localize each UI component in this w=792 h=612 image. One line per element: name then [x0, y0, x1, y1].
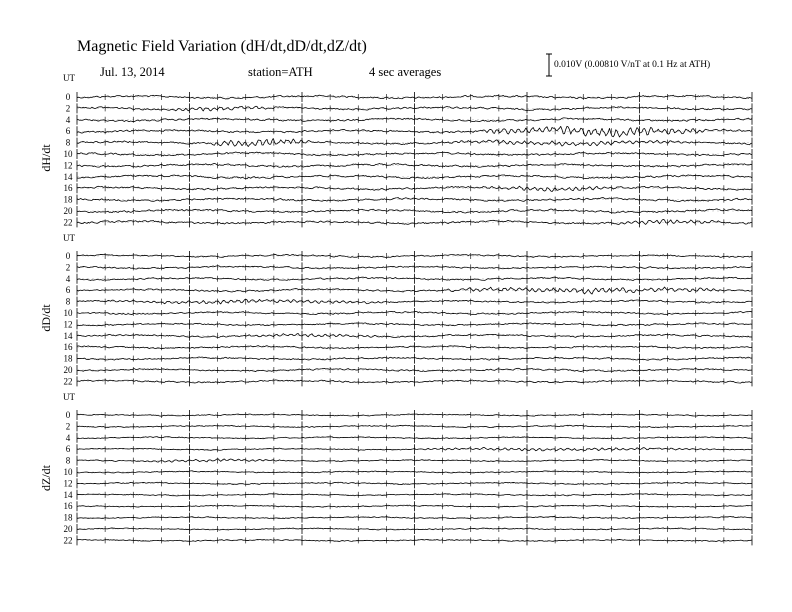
row-label: 6 [65, 285, 71, 296]
row-label: 14 [63, 330, 73, 341]
row-label: 20 [63, 206, 73, 216]
row-label: 22 [63, 217, 73, 228]
row-label: 10 [63, 467, 73, 477]
row-label: 0 [65, 92, 71, 102]
station-label: station=ATH [248, 65, 313, 79]
row-label: 6 [65, 126, 71, 137]
row-label: 14 [63, 171, 73, 182]
scale-bar-icon [546, 54, 552, 76]
row-label: 20 [63, 365, 73, 375]
row-label: 22 [63, 535, 73, 546]
ut-label: UT [63, 233, 75, 243]
date-label: Jul. 13, 2014 [100, 65, 165, 79]
row-label: 18 [63, 353, 73, 364]
row-label: 8 [65, 137, 71, 148]
row-label: 22 [63, 376, 73, 387]
row-label: 16 [63, 183, 73, 194]
row-label: 18 [63, 194, 73, 205]
row-label: 12 [63, 160, 73, 171]
row-label: 8 [65, 455, 71, 466]
ut-label: UT [63, 392, 75, 402]
panel-dz-dt [39, 392, 752, 545]
row-label: 2 [65, 421, 71, 432]
scale-bar-label: 0.010V (0.00810 V/nT at 0.1 Hz at ATH) [554, 60, 711, 70]
chart-title: Magnetic Field Variation (dH/dt,dD/dt,dZ/dt) [77, 38, 367, 55]
panel-ylabel: dH/dt [39, 144, 53, 172]
row-label: 2 [65, 262, 71, 273]
panel-dh-dt [39, 73, 752, 227]
row-label: 10 [63, 308, 73, 318]
row-label: 8 [65, 296, 71, 307]
row-label: 14 [63, 489, 73, 500]
panels-group [39, 73, 752, 545]
row-label: 2 [65, 103, 71, 114]
row-label: 16 [63, 501, 73, 512]
row-label: 18 [63, 512, 73, 523]
row-label: 12 [63, 319, 73, 330]
row-label: 0 [65, 410, 71, 420]
averaging-label: 4 sec averages [369, 65, 442, 79]
row-label: 6 [65, 444, 71, 455]
row-label: 4 [65, 114, 71, 125]
row-label: 4 [65, 432, 71, 443]
row-label: 12 [63, 478, 73, 489]
ut-label: UT [63, 73, 75, 83]
row-label: 0 [65, 251, 71, 261]
row-label: 4 [65, 273, 71, 284]
row-label: 16 [63, 342, 73, 353]
panel-ylabel: dZ/dt [39, 465, 53, 491]
panel-dd-dt [39, 233, 752, 386]
row-label: 10 [63, 149, 73, 159]
row-label: 20 [63, 524, 73, 534]
panel-ylabel: dD/dt [39, 304, 53, 332]
